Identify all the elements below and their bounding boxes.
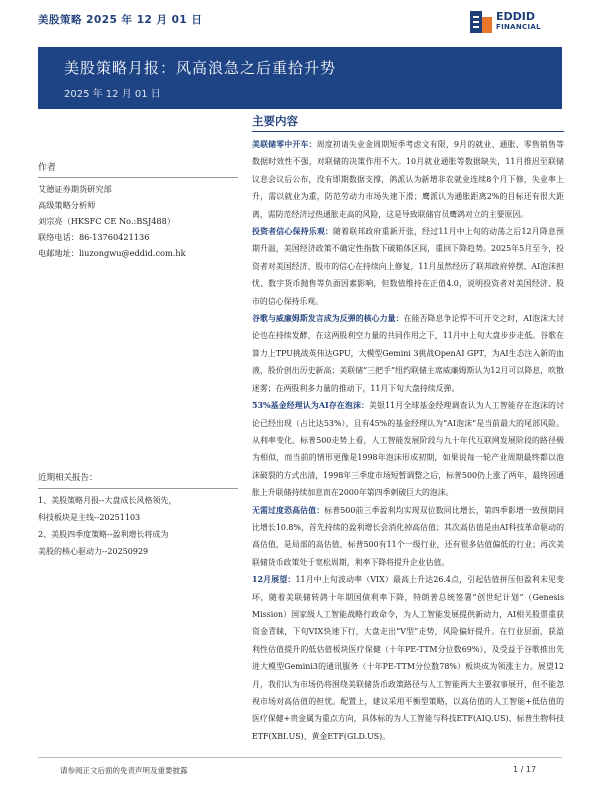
footer-disclaimer[interactable]: 请参阅正文后面的免责声明及重要披露	[60, 766, 188, 775]
author-label: 作者	[38, 160, 238, 178]
paragraph-lead: 投资者信心保持乐观：	[252, 227, 334, 237]
header-title: 美股策略 2025 年 12 月 01 日	[38, 14, 203, 26]
page-header	[0, 0, 600, 46]
recent-report-line[interactable]: 美股的核心驱动力--20250929	[38, 547, 149, 556]
paragraph-text: 11月中上旬波动率（VIX）最高上升达26.4点，引起估值拼压但盈利未见变坏，随着美联储转鸽十年期国债利率下降，特朗普总统签署“创世纪计划”（Genesis Mission）国家级人工智能战略行政命令，为人工智能发展提供新动力，AI相关股票重获资金青睐，下旬VIX快速下行，大盘走出“V型”走势，风险偏好提升。在行业层面，获盈利性估值提升的低估值板块医疗保健（十年PE-TTM分位数69%），及受益于谷歌推出先进大模型Gemini3的通讯服务（十年PE-TTM分位数78%）板块成为领涨主力。展望12月，我们认为市场仍将围绕美联储货币政策路径与人工智能两大主要叙事展开，但不能忽视市场对高估值的担忧。配置上，建议采用平衡型策略，以高估值的人工智能+低估值的医疗保健+贵金属为重点方向，具体标的为人工智能与科技ETF(AIQ.US)、标普生物科技ETF(XBI.US)、黄金ETF(GLD.US)。	[252, 575, 564, 741]
content-paragraph	[252, 310, 564, 397]
author-email[interactable]: 电邮地址：liuzongwu@eddid.com.hk	[38, 248, 186, 258]
author-line: 高级策略分析师	[38, 200, 96, 210]
author-section	[38, 160, 238, 261]
content-paragraph	[252, 223, 564, 310]
paragraph-lead: 谷歌与威廉姆斯发言成为反弹的核心力量：	[252, 314, 404, 324]
eddid-logo	[470, 11, 541, 33]
report-banner	[38, 47, 562, 109]
page-number: 1 / 17	[513, 765, 537, 774]
recent-reports-label: 近期相关报告：	[38, 470, 238, 489]
recent-report-line[interactable]: 科技板块是主线--20251103	[38, 513, 141, 522]
paragraph-text: 标普500前三季盈利均实现双位数同比增长，第四季影增一致预期同比增长10.8%，首先持续的盈利增长会消化掉高估值；其次高估值是由AI科技革命驱动的高估值，是局部的高估值，标普500有11个一级行业，还有很多估值偏低的行业；再次美联储货币政策处于宽松周期，利率下降将提升企业估值。	[252, 505, 564, 567]
content-paragraph	[252, 397, 564, 501]
main-content-title: 主要内容	[252, 113, 564, 132]
content-paragraph	[252, 136, 564, 223]
paragraph-text: 在能否降息争论悍不可开交之时，AI泡沫大讨论也在持续发酵，在这两股利空力量的共同作用之下，11月中上旬大盘步步走低。谷歌在算力上TPU挑战英伟达GPU，大模型Gemini 3挑战OpenAI GPT，为AI生态注入新的血液，股价创出历史新高；美联储“三把手”纽约联储主席威廉姆斯认为12月可以降息，吹散迷雾；在两股利多力量的推动下，11月下旬大盘持续反弹。	[252, 314, 564, 393]
recent-report-line[interactable]: 2、美股四季度策略--盈利增长将成为	[38, 530, 169, 539]
main-content	[252, 113, 564, 745]
paragraph-lead: 53%基金经理认为AI存在泡沫：	[252, 401, 370, 411]
author-line: 艾德证券期货研究部	[38, 184, 112, 194]
recent-report-line[interactable]: 1、美股策略月报--大盘成长风格领先，	[38, 496, 177, 505]
report-date: 2025 年 12 月 01 日	[64, 89, 161, 100]
logo-mark-icon	[470, 11, 492, 33]
footer-divider	[38, 757, 562, 758]
paragraph-text: 随着联邦政府重新开张，经过11月中上旬的动荡之后12月降息预期升温，美国经济政策不确定性指数下破箱体区间，重回下降趋势。2025年5月至今，投资者对美国经济、股市的信心在持续向上修复，11月虽然经历了联邦政府停摆、AI泡沫担忧、数字货币抛售等负面因素影响，但数值维持在正值4.0，说明投资者对美国经济、股市的信心保持乐观。	[252, 227, 564, 306]
author-phone: 联络电话：86-13760421136	[38, 232, 150, 242]
paragraph-lead: 12月展望：	[252, 575, 296, 585]
recent-reports-section	[38, 470, 238, 560]
paragraph-text: 周度初请失业金周期短季考虑文有限，9月的就业、通胀、零售销售等数据时效性不强，对联储的决策作用不大。10月就业通胀等数据缺失，11月推迟至联储议息会议后公布，没有即期数据支撑，鸽派认为新增非农就业连续8个月下修，失业率上升，需以就业为重，防范劳动力市场失速下滑；鹰派认为通胀距离2%的目标还有很大距离，需防范经济过热通胀走高的风险，这是导致联储官员鹰鸽对立的主要原因。	[252, 140, 564, 219]
paragraph-text: 美银11月全球基金经理调查认为人工智能存在泡沫的讨论已经出现（占比达53%），且有45%的基金经理认为“AI泡沫”是当前最大的尾部风险。从利率变化、标普500走势上看，人工智能发展阶段与九十年代互联网发展阶段的路径极为相似，而当前的情形更像是1998年泡沫形成初期，如果说每一轮产业周期最终都以泡沫破裂的方式出清，1998年三季度市场短暂调整之后，标普500仍上涨了两年，最终因通胀上升联储持续加息而在2000年第四季刺破巨大的泡沫。	[252, 401, 564, 498]
content-paragraph	[252, 502, 564, 572]
report-title: 美股策略月报：风高浪急之后重拾升势	[64, 59, 337, 77]
content-paragraph	[252, 571, 564, 745]
logo-line1: EDDID	[496, 10, 535, 23]
paragraph-lead: 无需过度恐高估值：	[252, 505, 325, 515]
paragraph-lead: 美联储零中开车：	[252, 140, 317, 149]
author-line: 刘宗亮（HKSFC CE No.:BSJ488）	[38, 216, 176, 226]
logo-line2: FINANCIAL	[496, 23, 541, 31]
